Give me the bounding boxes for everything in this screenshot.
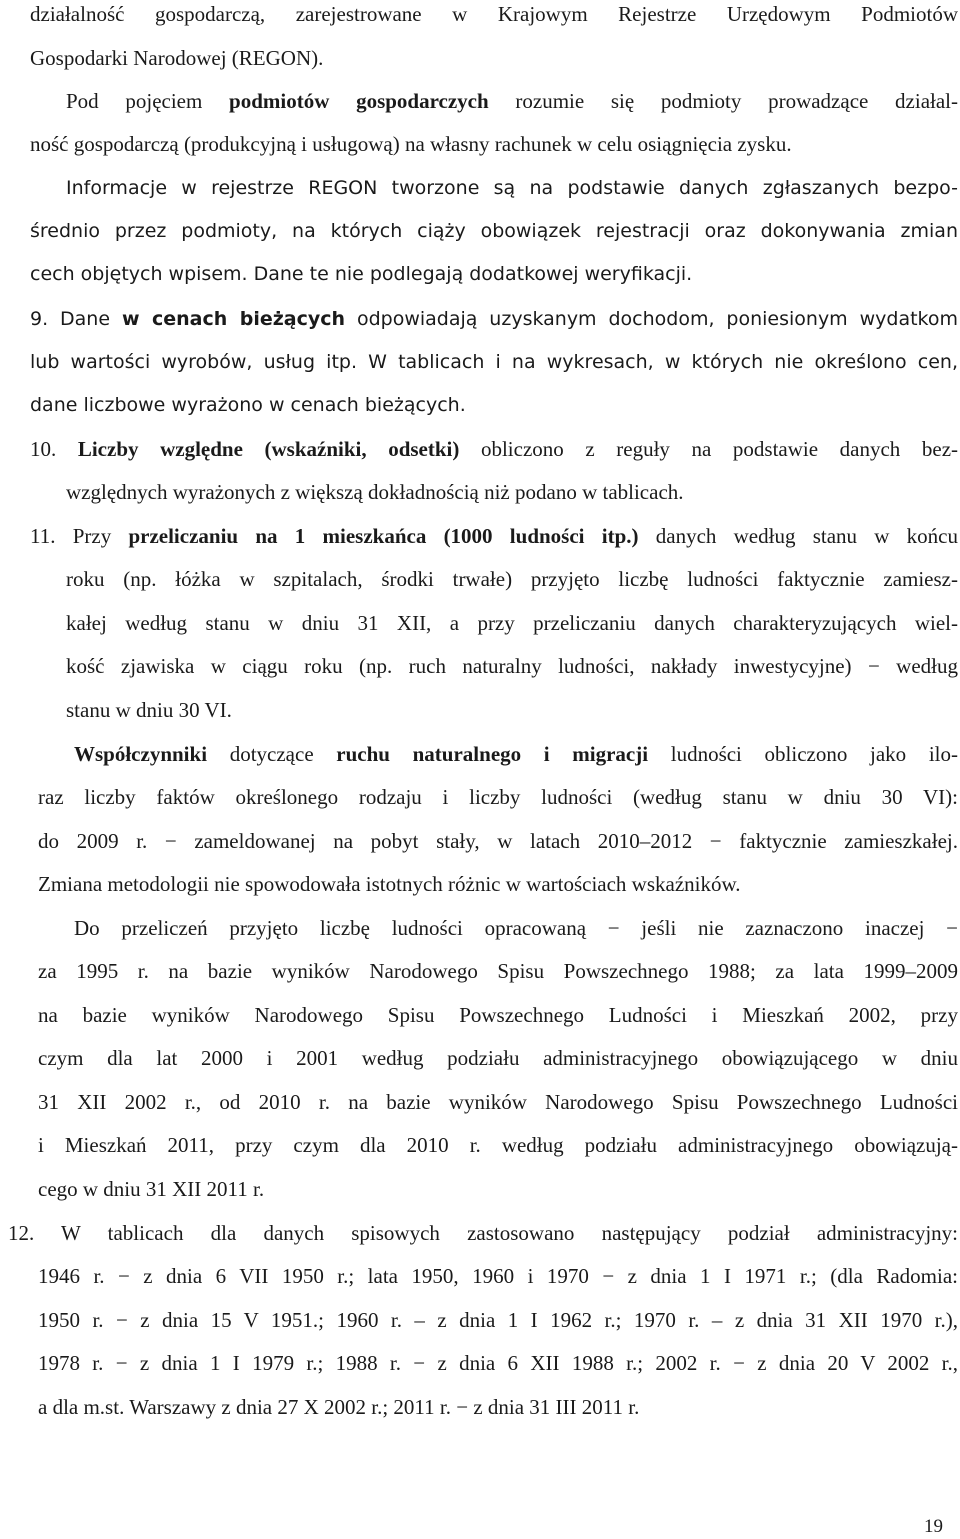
text-line [30, 46, 323, 70]
text-run: 9. Dane [30, 308, 122, 330]
text-run: obliczono z reguły na podstawie danych bez- [459, 437, 959, 461]
bold-term: przeliczaniu na 1 mieszkańca (1000 ludności itp.) [128, 524, 639, 548]
bold-term: Liczby względne (wskaźniki, odsetki) [77, 437, 460, 461]
text-run: danych według stanu w końcu [638, 524, 958, 548]
text-line [38, 1308, 958, 1332]
text-line [38, 1133, 958, 1157]
text-line [30, 524, 958, 548]
text-run: stanu w dniu 30 VI. [66, 698, 232, 722]
text-line [66, 611, 958, 635]
text-line [38, 1351, 958, 1375]
bold-term: podmiotów gospodarczych [229, 89, 489, 113]
text-run: 10. [30, 437, 78, 461]
text-run: roku (np. łóżka w szpitalach, środki trwałe) przyjęto liczbę ludności faktycznie zamiesz- [66, 567, 958, 591]
text-line [38, 1090, 958, 1114]
text-run: 1946 r. − z dnia 6 VII 1950 r.; lata 1950, 1960 i 1970 − z dnia 1 I 1971 r.; (dla Radomia: [38, 1264, 958, 1288]
text-run: 1978 r. − z dnia 1 I 1979 r.; 1988 r. − z dnia 6 XII 1988 r.; 2002 r. − z dnia 20 V 2002 r., [38, 1351, 958, 1375]
text-line [38, 785, 958, 809]
text-run: cech objętych wpisem. Dane te nie podlegają dodatkowej weryfikacji. [30, 263, 693, 285]
text-run: średnio przez podmioty, na których ciąży obowiązek rejestracji oraz dokonywania zmian [30, 220, 958, 242]
text-line [38, 1003, 958, 1027]
text-run: ludności obliczono jako ilo- [648, 742, 958, 766]
text-run: Pod pojęciem [66, 89, 230, 113]
text-run: Zmiana metodologii nie spowodowała istotnych różnic w wartościach wskaźników. [38, 872, 741, 896]
text-run: rozumie się podmioty prowadzące działal- [488, 89, 958, 113]
text-line [66, 89, 958, 113]
text-run: działalność gospodarczą, zarejestrowane w Krajowym Rejestrze Urzędowym Podmiotów [30, 2, 958, 26]
bold-term: w cenach bieżących [121, 308, 346, 330]
bold-term: ruchu naturalnego i migracji [336, 742, 649, 766]
text-run: czym dla lat 2000 i 2001 według podziału administracyjnego obowiązującego w dniu [38, 1046, 958, 1070]
text-line [66, 176, 958, 200]
text-line [38, 829, 958, 853]
text-line [38, 1395, 639, 1419]
text-run: 12. W tablicach dla danych spisowych zastosowano następujący podział administracyjny: [8, 1221, 958, 1245]
text-line [66, 698, 232, 722]
text-line [30, 437, 958, 461]
text-line [30, 132, 792, 156]
text-line [74, 916, 958, 940]
text-line [30, 393, 466, 417]
text-run: lub wartości wyrobów, usług itp. W tablicach i na wykresach, w których nie określono cen, [30, 351, 958, 373]
text-run: dane liczbowe wyrażono w cenach bieżących. [30, 394, 466, 416]
text-run: na bazie wyników Narodowego Spisu Powszechnego Ludności i Mieszkań 2002, przy [38, 1003, 958, 1027]
text-run: dotyczące [207, 742, 337, 766]
page-number: 19 [924, 1516, 943, 1537]
text-run: cego w dniu 31 XII 2011 r. [38, 1177, 265, 1201]
bold-term: Współczynniki [74, 742, 208, 766]
text-line [66, 567, 958, 591]
text-line [38, 1177, 264, 1201]
text-run: względnych wyrażonych z większą dokładnością niż podano w tablicach. [66, 480, 684, 504]
text-line [66, 654, 958, 678]
text-run: 1950 r. − z dnia 15 V 1951.; 1960 r. – z dnia 1 I 1962 r.; 1970 r. – z dnia 31 XII 1970 r.), [38, 1308, 958, 1332]
text-run: Informacje w rejestrze REGON tworzone są na podstawie danych zgłaszanych bezpo- [66, 177, 958, 199]
text-run: raz liczby faktów określonego rodzaju i liczby ludności (według stanu w dniu 30 VI): [38, 785, 958, 809]
text-run: Gospodarki Narodowej (REGON). [30, 46, 324, 70]
text-run: Do przeliczeń przyjęto liczbę ludności opracowaną − jeśli nie zaznaczono inaczej − [74, 916, 958, 940]
text-run: za 1995 r. na bazie wyników Narodowego Spisu Powszechnego 1988; za lata 1999–2009 [38, 959, 958, 983]
text-line [30, 262, 692, 286]
text-line [30, 350, 958, 374]
text-line [38, 1264, 958, 1288]
text-run: do 2009 r. − zameldowanej na pobyt stały, w latach 2010–2012 − faktycznie zamieszkałej. [38, 829, 958, 853]
text-line [74, 742, 958, 766]
text-run: 11. Przy [30, 524, 129, 548]
text-run: odpowiadają uzyskanym dochodom, poniesionym wydatkom [345, 308, 958, 330]
text-line [38, 872, 741, 896]
text-line [30, 2, 958, 26]
text-line [66, 480, 684, 504]
text-line [38, 1046, 958, 1070]
text-line [38, 959, 958, 983]
text-run: i Mieszkań 2011, przy czym dla 2010 r. według podziału administracyjnego obowiązują- [38, 1133, 958, 1157]
text-run: kałej według stanu w dniu 31 XII, a przy przeliczaniu danych charakteryzujących wiel- [66, 611, 958, 635]
text-run: ność gospodarczą (produkcyjną i usługową) na własny rachunek w celu osiągnięcia zysku. [30, 132, 792, 156]
text-line [30, 307, 958, 331]
text-run: a dla m.st. Warszawy z dnia 27 X 2002 r.; 2011 r. − z dnia 31 III 2011 r. [38, 1395, 640, 1419]
text-run: kość zjawiska w ciągu roku (np. ruch naturalny ludności, nakłady inwestycyjne) − według [66, 654, 958, 678]
text-line [8, 1221, 958, 1245]
text-run: 31 XII 2002 r., od 2010 r. na bazie wyników Narodowego Spisu Powszechnego Ludności [38, 1090, 958, 1114]
text-line [30, 219, 958, 243]
